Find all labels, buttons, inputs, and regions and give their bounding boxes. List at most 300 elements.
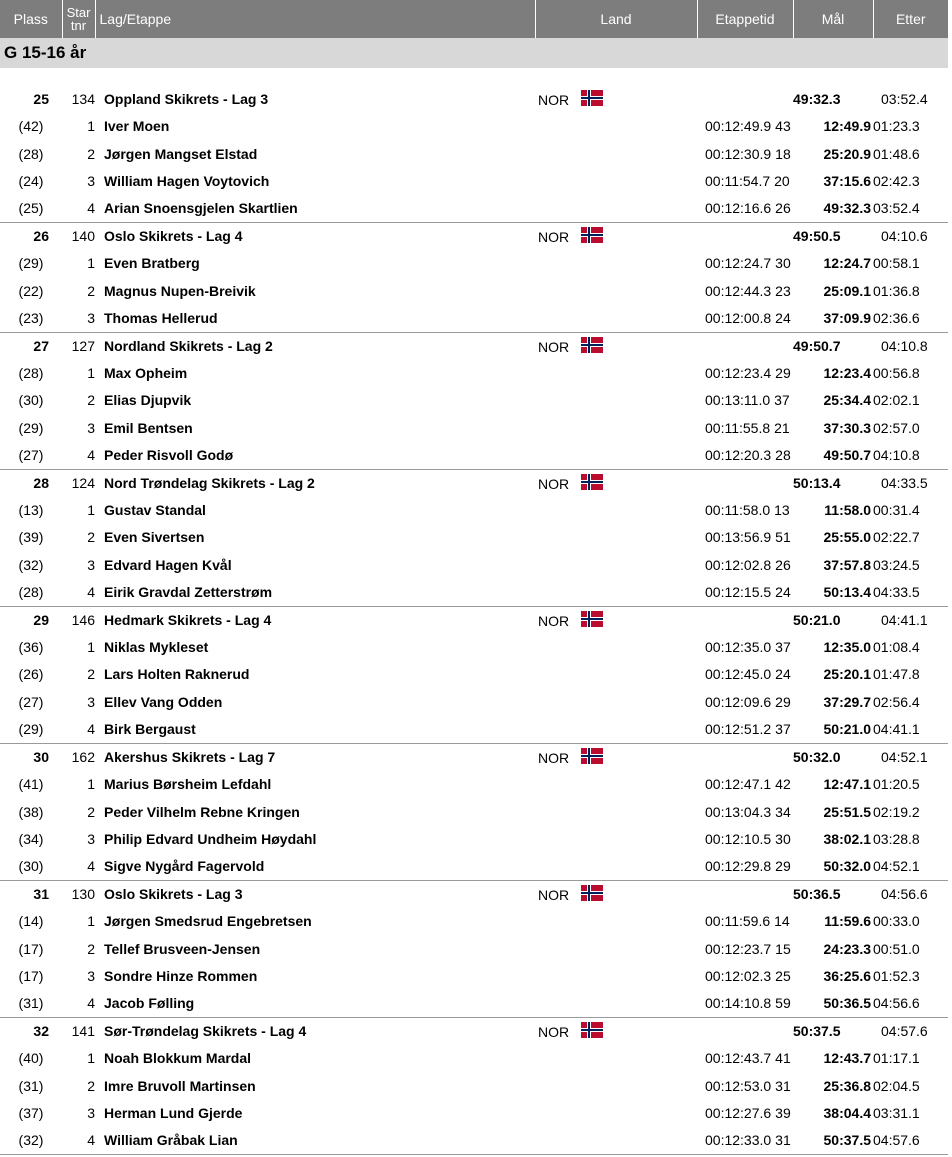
leg-row[interactable]	[0, 798, 948, 825]
leg-finish-time: 25:20.9	[823, 145, 871, 162]
leg-row[interactable]	[0, 688, 948, 715]
leg-finish-time: 11:58.0	[824, 501, 871, 518]
athlete-name[interactable]: Birk Bergaust	[104, 721, 196, 738]
leg-place: (38)	[18, 803, 44, 820]
leg-number: 2	[87, 666, 95, 683]
stage-rank: 29	[775, 693, 791, 710]
stage-time: 00:11:55.8	[705, 419, 771, 436]
col-etappetid[interactable]: Etappetid	[697, 0, 793, 38]
team-time-behind: 04:57.6	[873, 1018, 948, 1045]
athlete-name[interactable]: Jørgen Mangset Elstad	[104, 145, 258, 162]
leg-time-behind: 03:28.8	[873, 830, 920, 847]
leg-row[interactable]	[0, 1099, 948, 1126]
leg-place: (36)	[18, 639, 44, 656]
leg-country	[535, 551, 697, 578]
stage-rank: 15	[775, 940, 791, 957]
leg-place: (32)	[0, 1127, 62, 1155]
stage-rank: 30	[775, 255, 791, 272]
leg-finish-time: 24:23.3	[823, 940, 871, 957]
leg-finish-time: 25:34.4	[823, 392, 871, 409]
team-place: 31	[0, 880, 62, 907]
stage-rank: 31	[775, 1132, 791, 1149]
stage-time: 00:12:10.5	[705, 830, 772, 847]
athlete-name[interactable]: Marius Børsheim Lefdahl	[104, 776, 272, 793]
leg-row[interactable]	[0, 277, 948, 304]
leg-place: (28)	[18, 145, 44, 162]
team-place: 29	[0, 606, 62, 633]
athlete-name[interactable]: Even Bratberg	[104, 255, 200, 272]
team-row[interactable]	[0, 880, 948, 907]
team-time-behind: 04:10.6	[873, 223, 948, 250]
stage-rank: 29	[775, 364, 791, 381]
stage-time: 00:14:10.8	[705, 995, 772, 1012]
leg-place: (41)	[18, 776, 44, 793]
stage-rank: 18	[775, 145, 791, 162]
stage-time: 00:12:16.6	[705, 200, 772, 217]
leg-row[interactable]	[0, 825, 948, 852]
athlete-name[interactable]: Lars Holten Raknerud	[104, 666, 250, 683]
leg-time-behind: 03:24.5	[873, 556, 920, 573]
leg-row[interactable]	[0, 633, 948, 660]
leg-stage-time	[697, 798, 793, 825]
leg-time-behind: 01:52.3	[873, 967, 920, 984]
leg-number: 2	[87, 145, 95, 162]
team-name[interactable]: Nord Trøndelag Skikrets - Lag 2	[95, 469, 535, 496]
leg-finish-time: 37:15.6	[823, 172, 871, 189]
team-finish-time: 50:13.4	[793, 469, 873, 496]
norway-flag-icon	[581, 474, 603, 490]
athlete-name[interactable]: William Hagen Voytovich	[104, 172, 270, 189]
leg-country	[535, 962, 697, 989]
leg-place: (42)	[18, 118, 44, 135]
leg-finish-time: 50:37.5	[793, 1127, 873, 1155]
team-row[interactable]	[0, 469, 948, 496]
leg-place: (23)	[18, 310, 44, 327]
team-country	[535, 606, 697, 633]
team-place: 28	[0, 469, 62, 496]
norway-flag-icon	[581, 90, 603, 106]
leg-stage-time	[697, 716, 793, 744]
leg-time-behind: 02:42.3	[873, 172, 920, 189]
leg-row[interactable]	[0, 524, 948, 551]
leg-number: 1	[87, 913, 95, 930]
col-plass[interactable]: Plass	[0, 0, 62, 38]
leg-row[interactable]	[0, 167, 948, 194]
stage-rank: 41	[775, 1050, 791, 1067]
stage-time: 00:12:43.7	[705, 1050, 772, 1067]
leg-finish-time: 12:23.4	[823, 364, 871, 381]
athlete-name[interactable]: Peder Risvoll Godø	[104, 447, 234, 464]
team-stage-time	[697, 86, 793, 113]
leg-stage-time	[697, 113, 793, 140]
leg-place: (40)	[18, 1050, 44, 1067]
leg-stage-time	[697, 195, 793, 223]
leg-country	[535, 633, 697, 660]
norway-flag-icon	[581, 748, 603, 764]
athlete-name[interactable]: Ellev Vang Odden	[104, 693, 223, 710]
leg-number: 3	[87, 967, 95, 984]
leg-row[interactable]	[0, 1072, 948, 1099]
leg-stage-time	[697, 907, 793, 934]
stage-rank: 37	[774, 392, 790, 409]
leg-number: 4	[87, 995, 95, 1012]
athlete-name[interactable]: Magnus Nupen-Breivik	[104, 282, 256, 299]
stage-time: 00:12:29.8	[705, 858, 772, 875]
leg-row[interactable]	[0, 414, 948, 441]
leg-country	[535, 1045, 697, 1072]
leg-row[interactable]	[0, 441, 948, 469]
leg-place: (30)	[18, 858, 44, 875]
leg-time-behind: 02:19.2	[873, 803, 920, 820]
leg-country	[535, 1099, 697, 1126]
leg-country	[535, 661, 697, 688]
team-country	[535, 880, 697, 907]
leg-country	[535, 387, 697, 414]
leg-row[interactable]	[0, 661, 948, 688]
leg-row[interactable]	[0, 578, 948, 606]
group-title: G 15-16 år	[0, 38, 948, 68]
stage-time: 00:12:35.0	[705, 639, 772, 656]
leg-number: 3	[87, 1105, 95, 1122]
athlete-name[interactable]: Noah Blokkum Mardal	[104, 1050, 252, 1067]
leg-finish-time: 12:43.7	[823, 1050, 871, 1067]
leg-stage-time	[697, 633, 793, 660]
leg-row[interactable]	[0, 387, 948, 414]
leg-stage-time	[697, 304, 793, 332]
leg-stage-time	[697, 770, 793, 797]
leg-time-behind: 00:31.4	[873, 501, 920, 518]
team-finish-time: 49:50.7	[793, 332, 873, 359]
leg-country	[535, 496, 697, 523]
leg-place: (39)	[18, 529, 44, 546]
stage-rank: 30	[775, 830, 791, 847]
leg-country	[535, 359, 697, 386]
stage-rank: 21	[774, 419, 790, 436]
athlete-name[interactable]: Imre Bruvoll Martinsen	[104, 1077, 256, 1094]
country-code: NOR	[538, 229, 570, 246]
leg-country	[535, 140, 697, 167]
leg-number: 1	[87, 776, 95, 793]
leg-number: 2	[87, 392, 95, 409]
spacer-row	[0, 68, 948, 86]
team-stage-time	[697, 332, 793, 359]
leg-country	[535, 578, 697, 606]
leg-time-behind: 01:08.4	[873, 639, 920, 656]
leg-number: 4	[87, 721, 95, 738]
leg-time-behind: 04:33.5	[873, 584, 920, 601]
athlete-name[interactable]: Herman Lund Gjerde	[104, 1105, 243, 1122]
athlete-name[interactable]: Thomas Hellerud	[104, 310, 218, 327]
leg-finish-time: 50:32.0	[823, 858, 871, 875]
leg-place: (29)	[18, 419, 44, 436]
team-stage-time	[697, 606, 793, 633]
leg-place: (27)	[18, 447, 44, 464]
country-code: NOR	[538, 92, 570, 109]
leg-country	[535, 414, 697, 441]
leg-place: (28)	[18, 364, 44, 381]
leg-number: 3	[87, 693, 95, 710]
athlete-name[interactable]: Edvard Hagen Kvål	[104, 556, 232, 573]
leg-row[interactable]	[0, 304, 948, 332]
team-time-behind: 04:33.5	[873, 469, 948, 496]
stage-rank: 25	[775, 967, 791, 984]
team-name[interactable]: Akershus Skikrets - Lag 7	[95, 743, 535, 770]
leg-time-behind: 01:48.6	[873, 145, 920, 162]
team-country	[535, 743, 697, 770]
stage-time: 00:12:27.6	[705, 1105, 772, 1122]
athlete-name[interactable]: William Gråbak Lian	[95, 1127, 535, 1155]
team-name[interactable]: Nordland Skikrets - Lag 2	[95, 332, 535, 359]
leg-stage-time	[697, 441, 793, 469]
athlete-name[interactable]: Sigve Nygård Fagervold	[104, 858, 265, 875]
stage-time: 00:12:24.7	[705, 255, 772, 272]
leg-row[interactable]	[0, 195, 948, 223]
leg-place: (24)	[18, 172, 44, 189]
athlete-name[interactable]: Arian Snoensgjelen Skartlien	[104, 200, 298, 217]
athlete-name[interactable]: Niklas Mykleset	[104, 639, 209, 656]
stage-time: 00:12:02.8	[705, 556, 772, 573]
leg-number: 2	[87, 529, 95, 546]
leg-country	[535, 825, 697, 852]
leg-time-behind: 01:47.8	[873, 666, 920, 683]
stage-time: 00:12:20.3	[705, 447, 772, 464]
team-place: 26	[0, 223, 62, 250]
col-lag[interactable]: Lag/Etappe	[95, 0, 535, 38]
leg-country	[535, 195, 697, 223]
stage-rank: 20	[774, 172, 790, 189]
leg-time-behind: 02:04.5	[873, 1077, 920, 1094]
leg-number: 3	[87, 172, 95, 189]
team-start-number: 130	[62, 880, 95, 907]
team-start-number: 124	[62, 469, 95, 496]
leg-row[interactable]	[0, 962, 948, 989]
leg-number: 1	[87, 501, 95, 518]
leg-time-behind: 02:36.6	[873, 310, 920, 327]
team-country	[535, 469, 697, 496]
leg-row[interactable]	[0, 496, 948, 523]
leg-place: (25)	[18, 200, 44, 217]
stage-rank: 28	[775, 447, 791, 464]
team-place: 27	[0, 332, 62, 359]
team-time-behind: 03:52.4	[881, 91, 928, 108]
leg-place: (30)	[18, 392, 44, 409]
norway-flag-icon	[581, 337, 603, 353]
leg-stage-time	[697, 167, 793, 194]
stage-rank: 14	[774, 913, 790, 930]
leg-stage-time	[697, 853, 793, 881]
stage-time: 00:12:02.3	[705, 967, 772, 984]
team-name[interactable]: Oslo Skikrets - Lag 4	[95, 223, 535, 250]
team-row[interactable]	[0, 606, 948, 633]
team-time-behind: 04:41.1	[873, 606, 948, 633]
stage-rank: 43	[775, 118, 791, 135]
team-time-behind: 04:56.6	[873, 880, 948, 907]
leg-row[interactable]	[0, 716, 948, 744]
team-name[interactable]: Oslo Skikrets - Lag 3	[95, 880, 535, 907]
leg-number: 3	[87, 556, 95, 573]
stage-time: 00:12:45.0	[705, 666, 772, 683]
leg-row[interactable]	[0, 935, 948, 962]
team-finish-time: 50:36.5	[793, 880, 873, 907]
country-code: NOR	[538, 1024, 570, 1041]
leg-time-behind: 00:56.8	[873, 364, 920, 381]
leg-time-behind: 04:57.6	[873, 1127, 948, 1155]
athlete-name[interactable]: Philip Edvard Undheim Høydahl	[104, 830, 317, 847]
stage-rank: 37	[775, 639, 791, 656]
leg-place: (31)	[18, 995, 44, 1012]
team-country	[535, 332, 697, 359]
athlete-name[interactable]: Tellef Brusveen-Jensen	[104, 940, 261, 957]
leg-finish-time: 38:04.4	[823, 1105, 871, 1122]
leg-finish-time: 36:25.6	[823, 967, 871, 984]
leg-country	[535, 304, 697, 332]
leg-country	[535, 1127, 697, 1155]
leg-finish-time: 50:36.5	[823, 995, 871, 1012]
leg-place: (29)	[18, 721, 44, 738]
leg-time-behind: 02:57.0	[873, 419, 920, 436]
leg-row[interactable]	[0, 1127, 948, 1155]
athlete-name[interactable]: Sondre Hinze Rommen	[104, 967, 258, 984]
leg-stage-time	[697, 1072, 793, 1099]
stage-rank: 24	[775, 666, 791, 683]
leg-place: (13)	[18, 501, 44, 518]
leg-finish-time: 12:47.1	[823, 776, 871, 793]
team-start-number: 134	[71, 91, 95, 108]
leg-row[interactable]	[0, 359, 948, 386]
leg-number: 1	[87, 1050, 95, 1067]
norway-flag-icon	[581, 227, 603, 243]
leg-row[interactable]	[0, 250, 948, 277]
leg-country	[535, 167, 697, 194]
leg-row[interactable]	[0, 113, 948, 140]
team-start-number: 146	[62, 606, 95, 633]
team-finish-time: 50:37.5	[793, 1018, 873, 1045]
leg-stage-time	[697, 524, 793, 551]
leg-number: 4	[87, 200, 95, 217]
stage-time: 00:13:11.0	[705, 392, 771, 409]
team-time-behind: 04:10.8	[873, 332, 948, 359]
leg-place: (28)	[18, 584, 44, 601]
athlete-name[interactable]: Max Opheim	[104, 364, 188, 381]
leg-row[interactable]	[0, 770, 948, 797]
leg-time-behind: 03:31.1	[873, 1105, 920, 1122]
leg-row[interactable]	[0, 853, 948, 881]
leg-country	[535, 250, 697, 277]
leg-country	[535, 277, 697, 304]
leg-row[interactable]	[0, 551, 948, 578]
stage-rank: 13	[774, 501, 790, 518]
team-row[interactable]	[0, 223, 948, 250]
team-name[interactable]: Hedmark Skikrets - Lag 4	[95, 606, 535, 633]
leg-finish-time: 49:32.3	[823, 200, 871, 217]
leg-number: 1	[87, 639, 95, 656]
team-row[interactable]	[0, 86, 948, 113]
leg-finish-time: 50:13.4	[823, 584, 871, 601]
leg-number: 4	[87, 447, 95, 464]
leg-finish-time: 25:36.8	[823, 1077, 871, 1094]
norway-flag-icon	[581, 1022, 603, 1038]
athlete-name[interactable]: Jacob Følling	[104, 995, 195, 1012]
country-code: NOR	[538, 887, 570, 904]
leg-stage-time	[697, 551, 793, 578]
team-name[interactable]: Sør-Trøndelag Skikrets - Lag 4	[95, 1018, 535, 1045]
team-country	[535, 86, 697, 113]
col-land[interactable]: Land	[535, 0, 697, 38]
leg-country	[535, 990, 697, 1018]
stage-time: 00:11:58.0	[705, 501, 771, 518]
leg-row[interactable]	[0, 140, 948, 167]
athlete-name[interactable]: Gustav Standal	[104, 501, 206, 518]
stage-rank: 34	[775, 803, 791, 820]
leg-number: 3	[87, 310, 95, 327]
leg-time-behind: 03:52.4	[873, 200, 920, 217]
leg-time-behind: 04:52.1	[873, 858, 920, 875]
leg-time-behind: 04:41.1	[873, 721, 920, 738]
leg-finish-time: 38:02.1	[823, 830, 871, 847]
leg-finish-time: 12:24.7	[823, 255, 871, 272]
athlete-name[interactable]: Emil Bentsen	[104, 419, 193, 436]
col-start[interactable]	[62, 0, 95, 38]
leg-finish-time: 37:09.9	[823, 310, 871, 327]
leg-stage-time	[697, 414, 793, 441]
norway-flag-icon	[581, 885, 603, 901]
leg-number: 4	[87, 584, 95, 601]
stage-time: 00:12:33.0	[705, 1132, 772, 1149]
team-stage-time	[697, 469, 793, 496]
leg-time-behind: 01:20.5	[873, 776, 920, 793]
team-name[interactable]: Oppland Skikrets - Lag 3	[104, 91, 269, 108]
leg-number: 2	[87, 803, 95, 820]
leg-stage-time	[697, 387, 793, 414]
team-start-number: 141	[62, 1018, 95, 1045]
team-row[interactable]	[0, 1018, 948, 1045]
leg-place: (22)	[18, 282, 44, 299]
stage-rank: 31	[775, 1077, 791, 1094]
leg-row[interactable]	[0, 990, 948, 1018]
leg-time-behind: 02:56.4	[873, 693, 920, 710]
leg-number: 4	[62, 1127, 95, 1155]
stage-rank: 23	[775, 282, 791, 299]
stage-time: 00:12:49.9	[705, 118, 772, 135]
leg-number: 1	[87, 255, 95, 272]
athlete-name[interactable]: Peder Vilhelm Rebne Kringen	[104, 803, 300, 820]
col-mal[interactable]: Mål	[793, 0, 873, 38]
leg-stage-time	[697, 1127, 793, 1155]
leg-row[interactable]	[0, 907, 948, 934]
athlete-name[interactable]: Elias Djupvik	[104, 392, 192, 409]
team-row[interactable]	[0, 332, 948, 359]
leg-country	[535, 907, 697, 934]
col-etter[interactable]: Etter	[873, 0, 948, 38]
team-row[interactable]	[0, 743, 948, 770]
athlete-name[interactable]: Even Sivertsen	[104, 529, 205, 546]
leg-time-behind: 00:58.1	[873, 255, 920, 272]
leg-place: (27)	[18, 693, 44, 710]
athlete-name[interactable]: Eirik Gravdal Zetterstrøm	[104, 584, 273, 601]
leg-finish-time: 25:51.5	[823, 803, 871, 820]
stage-rank: 29	[775, 858, 791, 875]
leg-place: (32)	[18, 556, 44, 573]
leg-time-behind: 02:22.7	[873, 529, 920, 546]
athlete-name[interactable]: Iver Moen	[104, 118, 170, 135]
leg-finish-time: 37:57.8	[823, 556, 871, 573]
leg-stage-time	[697, 496, 793, 523]
team-country	[535, 223, 697, 250]
leg-row[interactable]	[0, 1045, 948, 1072]
leg-number: 4	[87, 858, 95, 875]
leg-number: 3	[87, 830, 95, 847]
athlete-name[interactable]: Jørgen Smedsrud Engebretsen	[104, 913, 312, 930]
